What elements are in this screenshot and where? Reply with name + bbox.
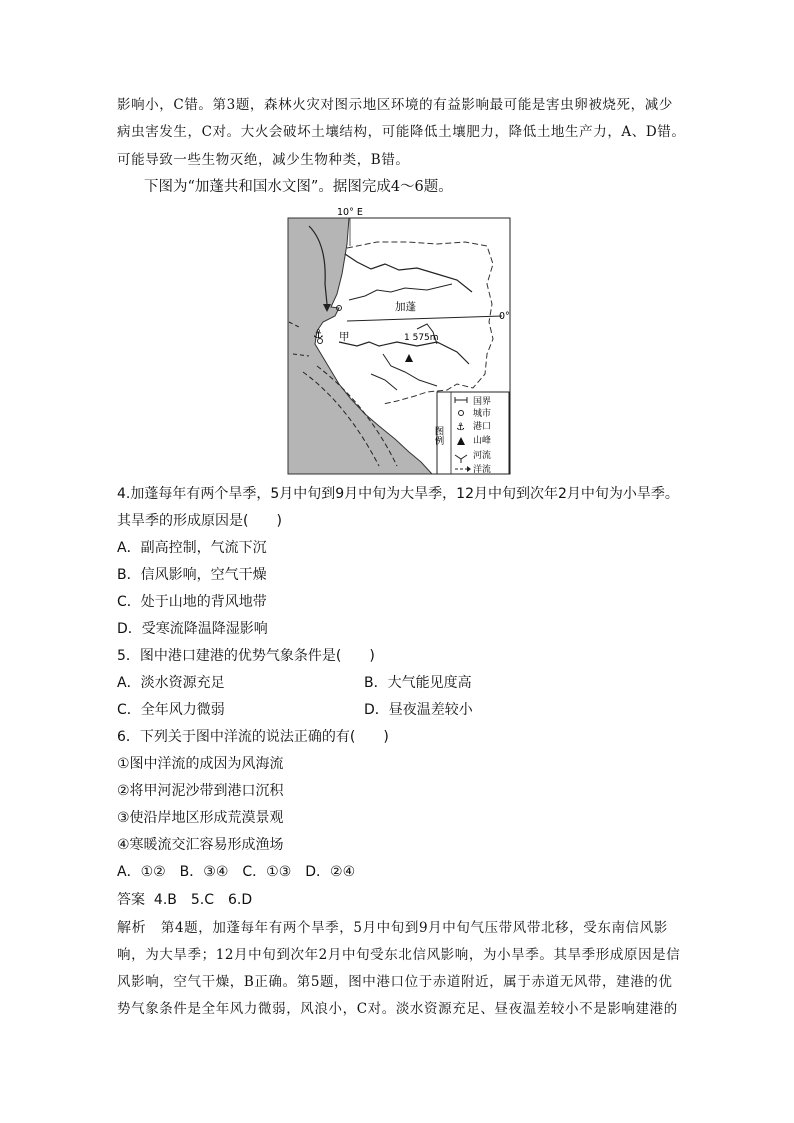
q5-stem: 5．图中港口建港的优势气象条件是( ) bbox=[117, 648, 375, 664]
prev-explanation-line-1: 影响小，C错。第3题，森林火灾对图示地区环境的有益影响最可能是害虫卵被烧死，减少 bbox=[117, 97, 673, 113]
river-label-jia: 甲 bbox=[339, 331, 350, 343]
q6-statement-3: ③使沿岸地区形成荒漠景观 bbox=[117, 810, 284, 826]
river-main bbox=[345, 254, 472, 292]
analysis-line-1 bbox=[117, 918, 668, 938]
ocean-area bbox=[288, 218, 432, 474]
legend-item-border: 国界 bbox=[473, 397, 492, 407]
q5-option-d: D．昼夜温差较小 bbox=[364, 702, 473, 718]
lat-label: 0° bbox=[499, 311, 510, 322]
q6-statement-2: ②将甲河泥沙带到港口沉积 bbox=[117, 783, 284, 799]
q4-option-b: B．信风影响，空气干燥 bbox=[117, 567, 267, 583]
peak-elevation-label: 1 575m bbox=[404, 333, 439, 343]
legend-item-peak: 山峰 bbox=[473, 436, 492, 446]
svg-text:⚓: ⚓ bbox=[456, 422, 465, 433]
legend-title: 图例 bbox=[432, 426, 444, 445]
lon-label: 10° E bbox=[337, 207, 363, 218]
q5-option-c: C．全年风力微弱 bbox=[117, 702, 225, 718]
q5-option-b: B．大气能见度高 bbox=[364, 675, 472, 691]
answer-text: 4.B 5.C 6.D bbox=[153, 892, 253, 908]
legend-item-port: 港口 bbox=[473, 422, 492, 432]
answer-line bbox=[117, 890, 252, 910]
q4-option-c: C．处于山地的背风地带 bbox=[117, 594, 267, 610]
analysis-label: 解析 bbox=[117, 920, 147, 936]
analysis-line-2: 响，为大旱季；12月中旬到次年2月中旬受东北信风影响，为小旱季。其旱季形成原因是信 bbox=[117, 947, 681, 963]
intro-text: 下图为“加蓬共和国水文图”。据图完成4～6题。 bbox=[144, 179, 453, 195]
peak-icon bbox=[405, 354, 413, 362]
q6-statement-1: ①图中洋流的成因为风海流 bbox=[117, 756, 284, 772]
legend-item-current: 洋流 bbox=[473, 465, 492, 475]
gabon-hydrology-map bbox=[287, 204, 511, 476]
q5-option-a: A．淡水资源充足 bbox=[117, 675, 225, 691]
prev-explanation-line-3: 可能导致一些生物灭绝，减少生物种类，B错。 bbox=[117, 152, 410, 168]
q4-stem-line-2: 其旱季的形成原因是( ) bbox=[117, 513, 282, 529]
analysis-line-4: 势气象条件是全年风力微弱，风浪小，C对。淡水资源充足、昼夜温差较小不是影响建港的 bbox=[117, 1001, 678, 1017]
legend-item-river: 河流 bbox=[473, 451, 492, 461]
q4-option-a: A．副高控制，气流下沉 bbox=[117, 540, 267, 556]
q6-statement-4: ④寒暖流交汇容易形成渔场 bbox=[117, 837, 284, 853]
q6-stem: 6．下列关于图中洋流的说法正确的有( ) bbox=[117, 729, 389, 745]
prev-explanation-line-2: 病虫害发生，C对。大火会破坏土壤结构，可能降低土壤肥力，降低土地生产力，A、D错。 bbox=[117, 124, 686, 140]
river-jia bbox=[339, 342, 469, 364]
analysis-text-1: 第4题，加蓬每年有两个旱季，5月中旬到9月中旬气压带风带北移，受东南信风影 bbox=[160, 920, 668, 936]
country-label: 加蓬 bbox=[395, 301, 416, 313]
analysis-line-3: 风影响，空气干燥，B正确。第5题，图中港口位于赤道附近，属于赤道无风带，建港的优 bbox=[117, 974, 673, 990]
port-icon: ⚓ bbox=[313, 327, 324, 341]
q4-option-d: D．受寒流降温降湿影响 bbox=[117, 621, 268, 637]
national-border bbox=[347, 242, 493, 404]
q4-stem-line-1: 4.加蓬每年有两个旱季，5月中旬到9月中旬为大旱季，12月中旬到次年2月中旬为小旱季。 bbox=[117, 486, 679, 502]
answer-label: 答案 bbox=[117, 892, 145, 908]
legend-item-city: 城市 bbox=[473, 409, 492, 419]
q6-options: A．①② B．③④ C．①③ D．②④ bbox=[117, 864, 356, 880]
